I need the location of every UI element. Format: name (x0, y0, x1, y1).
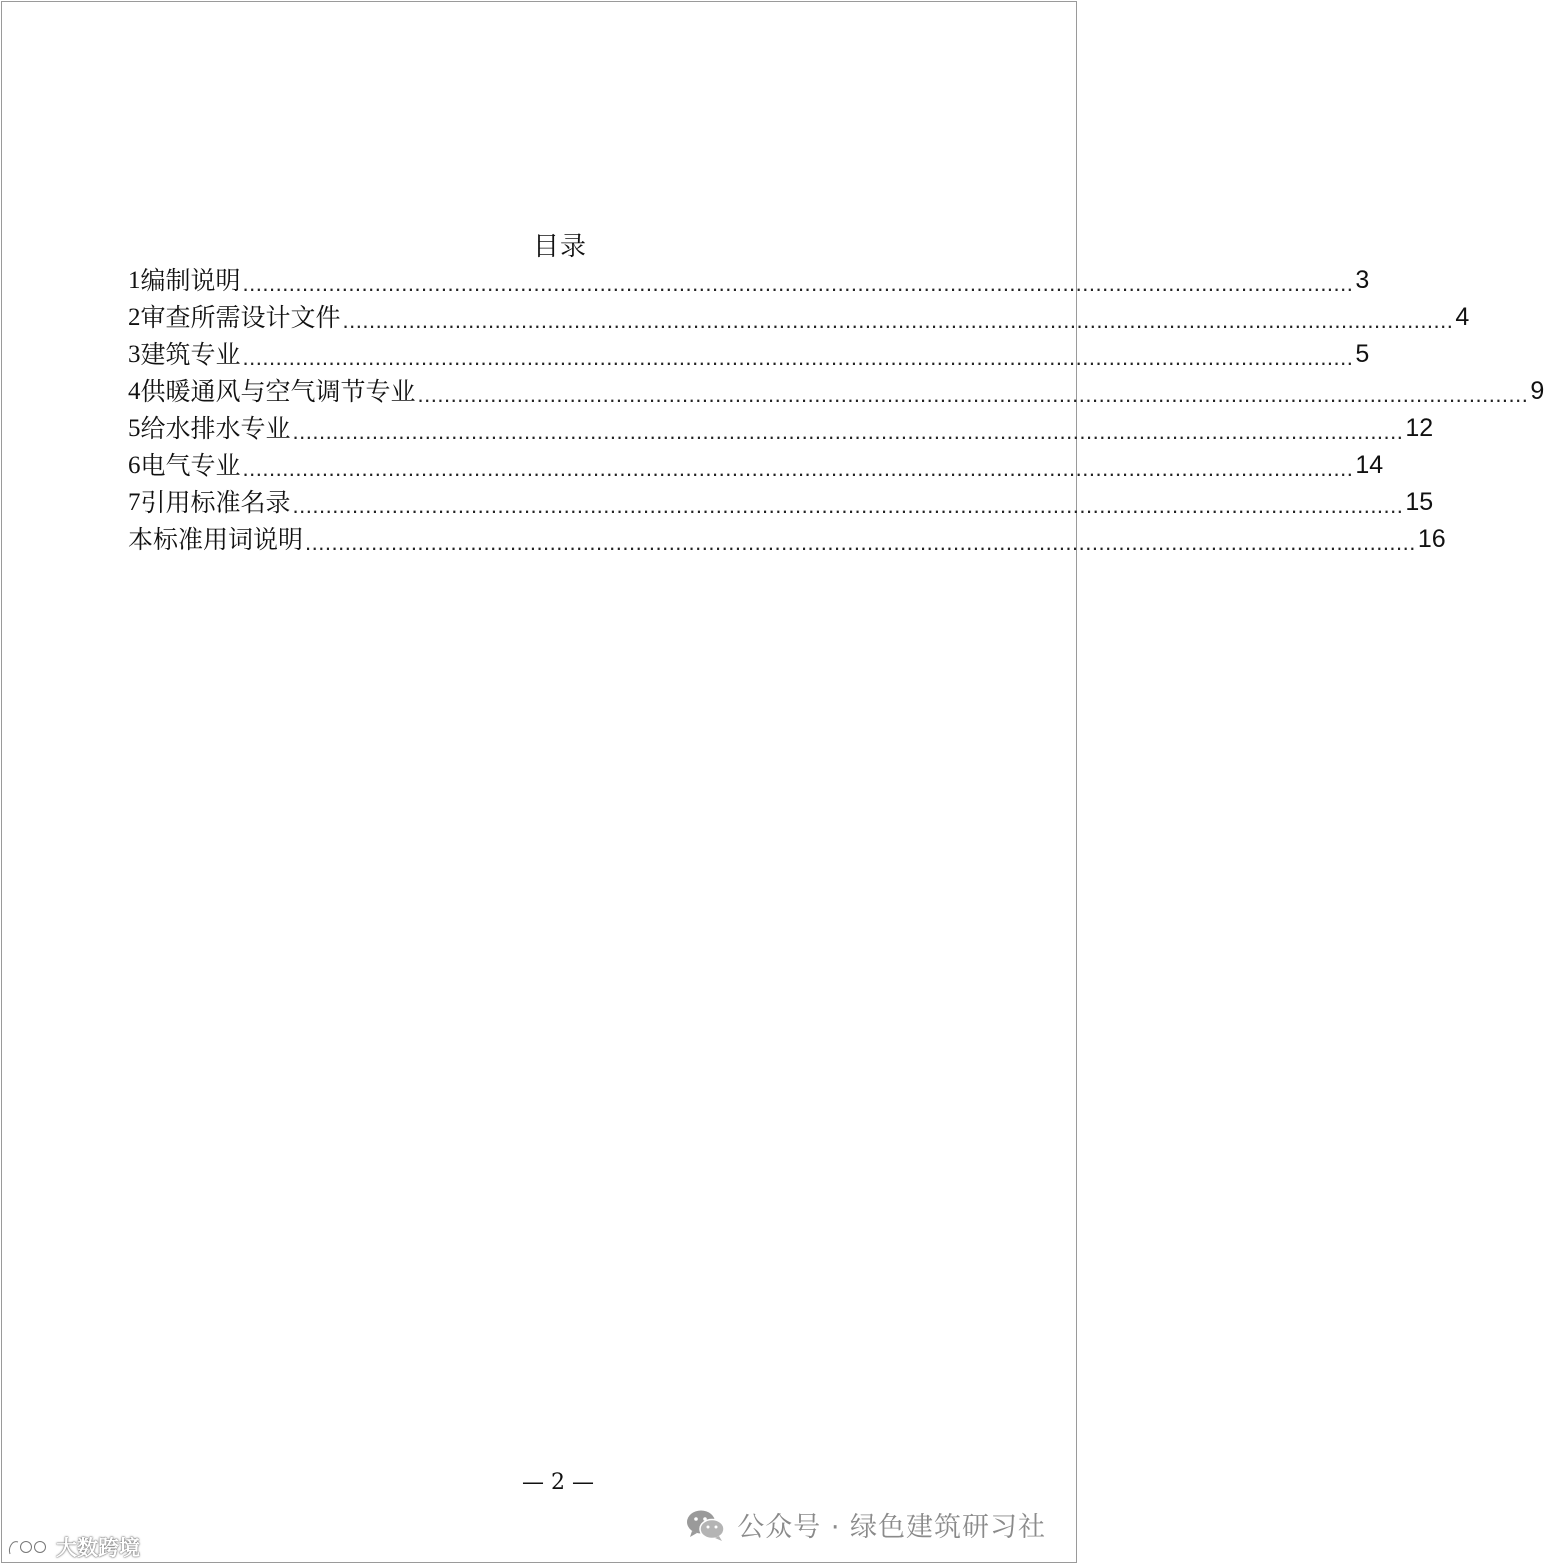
toc-entry-label: 建筑专业 (140, 340, 241, 369)
toc-leader-dots: ........................................................................................................................................................................ (342, 308, 1454, 333)
table-of-contents (128, 262, 1544, 558)
toc-entry-page: 3 (1355, 266, 1370, 294)
toc-entry-label: 引用标准名录 (140, 488, 291, 517)
toc-entry-page: 15 (1405, 488, 1434, 516)
wechat-watermark (685, 1505, 1046, 1544)
toc-leader-dots: ........................................................................................................................................................................ (305, 530, 1416, 555)
toc-entry-label: 供暖通风与空气调节专业 (140, 377, 416, 406)
toc-entry-number: 2 (128, 304, 141, 331)
toc-entry-page: 12 (1405, 414, 1434, 442)
toc-entry-page: 4 (1455, 303, 1470, 331)
toc-entry-number: 7 (128, 489, 141, 516)
toc-leader-dots: ........................................................................................................................................................................ (242, 345, 1354, 370)
toc-entry (128, 447, 1384, 484)
toc-entry-page: 14 (1355, 451, 1384, 479)
toc-entry (128, 262, 1370, 299)
wechat-watermark-text: 公众号 · 绿色建筑研习社 (737, 1512, 1046, 1543)
toc-entry-label: 电气专业 (140, 451, 241, 480)
toc-entry-number: 4 (128, 378, 141, 405)
toc-entry (128, 521, 1446, 558)
toc-entry-number: 5 (128, 415, 141, 442)
logo-icon (6, 1534, 52, 1560)
toc-entry-number: 1 (128, 267, 141, 294)
toc-leader-dots: ........................................................................................................................................................................ (242, 271, 1354, 296)
toc-entry-label: 编制说明 (140, 266, 241, 295)
toc-entry (128, 336, 1370, 373)
toc-entry (128, 410, 1434, 447)
wechat-icon (685, 1508, 727, 1542)
toc-entry-label: 本标准用词说明 (128, 525, 304, 554)
toc-entry-page: 16 (1417, 525, 1446, 553)
toc-leader-dots: ........................................................................................................................................................................ (292, 493, 1404, 518)
toc-entry-number: 6 (128, 452, 141, 479)
toc-entry-page: 5 (1355, 340, 1370, 368)
toc-entry (128, 484, 1434, 521)
toc-leader-dots: ........................................................................................................................................................................ (417, 382, 1529, 407)
toc-entry-label: 给水排水专业 (140, 414, 291, 443)
toc-leader-dots: ........................................................................................................................................................................ (242, 456, 1354, 481)
toc-entry (128, 373, 1544, 410)
toc-entry-label: 审查所需设计文件 (140, 303, 341, 332)
toc-leader-dots: ........................................................................................................................................................................ (292, 419, 1404, 444)
toc-entry-page: 9 (1530, 377, 1544, 405)
toc-entry (128, 299, 1470, 336)
toc-entry-number: 3 (128, 341, 141, 368)
page-number: — 2 — (522, 1470, 594, 1495)
logo-watermark (6, 1532, 140, 1562)
logo-watermark-text: 大数跨境 (56, 1536, 140, 1560)
toc-title: 目录 (532, 232, 587, 262)
